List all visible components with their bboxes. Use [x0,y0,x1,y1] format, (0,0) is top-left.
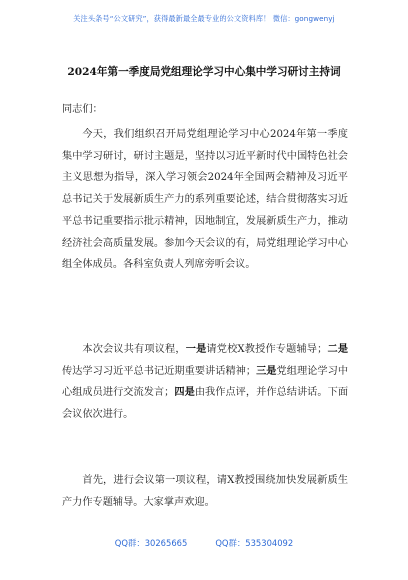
agenda-intro: 本次会议共有项议程， [82,344,186,355]
paragraph-2 [62,339,348,426]
agenda-item-2: 传达学习习近平总书记近期重要讲话精神； [62,365,257,377]
greeting: 同志们： [62,104,103,115]
agenda-label-3: 三是 [256,364,277,377]
paragraph-1: 今天，我们组织召开局党组理论学习中心2024年第一季度集中学习研讨，研讨主题是，坚持以习近平新时代中国特色社会主义思想为指导，深入学习领会2024年全国两会精神及习近平总书记关于发展新质生产力的系列重要论述，结合贯彻落实习近平总书记重要指示批示精神，因地制宜，发展新质生产力，推动经济社会高质量发展。参加今天会议的有，局党组理论学习中心组全体成员。各科室负责人列席旁听会议。 [62,129,348,271]
footer-qq-group-2: QQ群：535304092 [215,538,294,548]
agenda-label-1: 一是 [185,343,207,355]
agenda-label-4: 四是 [174,386,195,399]
agenda-item-4: 由我作点评，并作总结讲话。下面会议依次进行。 [62,387,349,421]
footer-qq-group-1: QQ群：30265665 [114,538,188,548]
agenda-label-2: 二是 [327,343,349,355]
agenda-item-1: 请党校X教授作专题辅导； [206,344,328,355]
document-title: 2024年第一季度局党组理论学习中心集中学习研讨主持词 [67,66,341,78]
footer [0,537,408,549]
top-banner: 关注头条号“公文研究”，获得最新最全最专业的公文资料库！ 微信：gongwenyj [73,14,335,23]
paragraph-3: 首先，进行会议第一项议程，请X教授围绕加快发展新质生产力作专题辅导。大家掌声欢迎。 [62,475,348,508]
agenda-item-3: 党组理论学习中心组成员进行交流发言； [62,365,349,399]
